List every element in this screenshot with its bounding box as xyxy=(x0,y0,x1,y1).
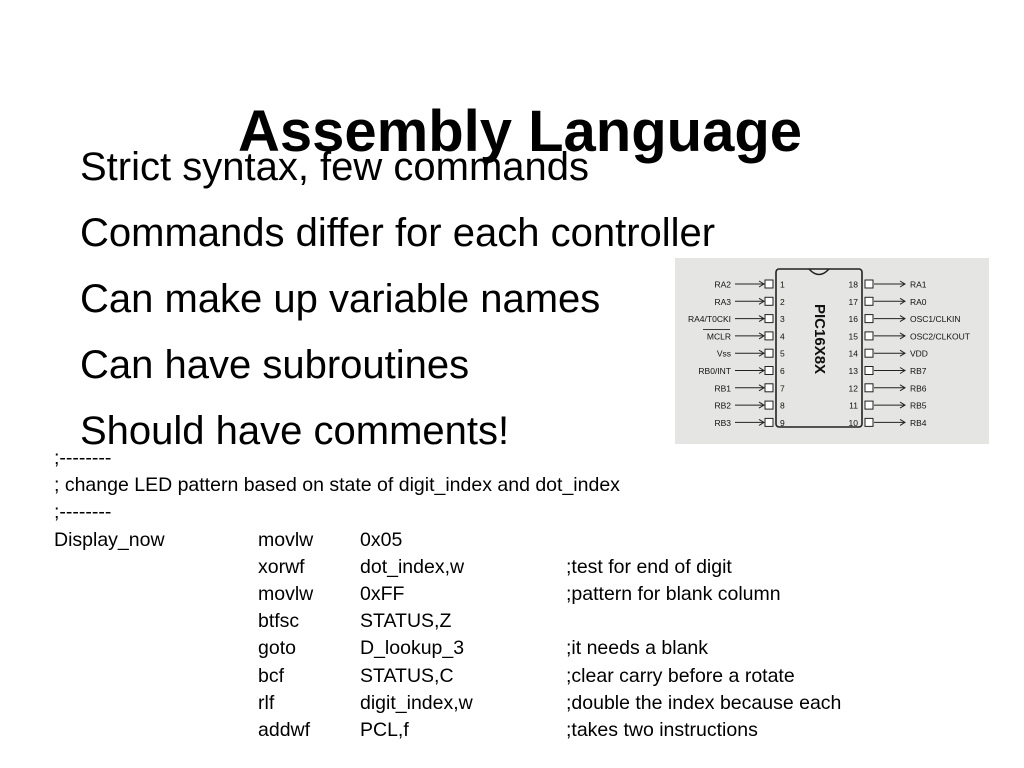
pin-pad xyxy=(865,418,873,426)
code-operand: PCL,f xyxy=(360,718,409,741)
code-comment: ;double the index because each xyxy=(566,691,842,714)
pin-name-label: RB4 xyxy=(910,417,927,428)
pin-number-label: 4 xyxy=(780,331,785,342)
chip-part-number: PIC16X8X xyxy=(811,304,828,375)
pin-pad xyxy=(865,332,873,340)
pin-pad xyxy=(765,384,773,392)
pin-number-label: 2 xyxy=(780,296,785,307)
pin-number-label: 7 xyxy=(780,383,785,394)
pin-pad xyxy=(765,418,773,426)
code-opcode: goto xyxy=(258,637,296,660)
slide-title: Assembly Language xyxy=(237,98,803,164)
bullet-list xyxy=(80,134,715,464)
pin-pad xyxy=(865,401,873,409)
pin-number-label: 9 xyxy=(780,417,785,428)
pin-name-label: RB3 xyxy=(714,417,731,428)
pin-name-label: RB7 xyxy=(910,366,927,376)
code-opcode: xorwf xyxy=(258,555,305,578)
code-comment: ;takes two instructions xyxy=(566,718,758,741)
pin-number-label: 3 xyxy=(780,314,785,325)
bullet-item: Strict syntax, few commands xyxy=(80,145,590,189)
pin-pad xyxy=(865,280,873,288)
code-opcode: addwf xyxy=(258,718,311,741)
pin-number-label: 17 xyxy=(848,296,858,307)
code-opcode: movlw xyxy=(258,528,314,551)
code-comment-line: ; change LED pattern based on state of digit_index and dot_index xyxy=(54,474,620,497)
pinout-drawing xyxy=(675,258,989,444)
pin-name-label: RB6 xyxy=(910,383,927,394)
pin-number-label: 13 xyxy=(848,366,858,376)
pin-name-label: RA3 xyxy=(714,296,731,307)
pin-name-label: RB5 xyxy=(910,400,927,411)
pin-pad xyxy=(865,367,873,375)
pin-pad xyxy=(765,297,773,305)
pic-pinout-diagram xyxy=(675,258,989,444)
bullet-item: Can have subroutines xyxy=(80,343,470,387)
code-comment-line: ;-------- xyxy=(54,447,112,469)
pin-number-label: 15 xyxy=(848,331,858,342)
code-operand: digit_index,w xyxy=(360,691,473,714)
pin-number-label: 5 xyxy=(780,348,785,359)
pin-pad xyxy=(865,349,873,357)
code-opcode: movlw xyxy=(258,582,314,605)
bullet-item: Should have comments! xyxy=(80,409,510,453)
code-comment: ;pattern for blank column xyxy=(566,582,781,605)
code-opcode: btfsc xyxy=(258,610,300,633)
code-operand: STATUS,Z xyxy=(360,610,452,633)
bullet-item: Commands differ for each controller xyxy=(80,211,716,255)
chip-notch xyxy=(809,269,829,275)
bullet-item: Can make up variable names xyxy=(80,277,601,321)
pin-pad xyxy=(765,315,773,323)
code-operand: dot_index,w xyxy=(360,555,465,578)
pin-pad xyxy=(865,297,873,305)
code-comment: ;clear carry before a rotate xyxy=(566,664,795,687)
pin-name-label: RB0/INT xyxy=(698,366,731,376)
pin-number-label: 6 xyxy=(780,366,785,376)
pin-name-label: VDD xyxy=(910,348,928,359)
pin-name-label: MCLR xyxy=(706,331,731,342)
code-operand: 0xFF xyxy=(360,582,405,605)
code-opcode: rlf xyxy=(258,691,275,714)
pin-number-label: 12 xyxy=(848,383,858,394)
pin-name-label: Vss xyxy=(716,348,731,359)
code-label: Display_now xyxy=(54,528,165,551)
pin-number-label: 1 xyxy=(780,279,785,290)
code-opcode: bcf xyxy=(258,664,285,687)
pin-name-label: OSC1/CLKIN xyxy=(910,314,961,325)
pin-pad xyxy=(865,384,873,392)
code-comment: ;test for end of digit xyxy=(566,555,732,578)
pin-number-label: 16 xyxy=(848,314,858,325)
code-operand: 0x05 xyxy=(360,528,403,551)
pin-name-label: RB2 xyxy=(714,400,731,411)
code-comment: ;it needs a blank xyxy=(566,637,709,660)
pin-name-label: OSC2/CLKOUT xyxy=(910,331,970,342)
pin-pad xyxy=(765,367,773,375)
code-comment-line: ;-------- xyxy=(54,501,112,524)
pin-name-label: RA4/T0CKI xyxy=(688,314,731,325)
pin-number-label: 10 xyxy=(848,417,858,428)
code-operand: STATUS,C xyxy=(360,664,454,687)
pin-name-label: RA2 xyxy=(714,279,731,290)
pin-name-label: RA1 xyxy=(910,279,927,290)
pin-name-label: RA0 xyxy=(910,296,927,307)
pin-pad xyxy=(765,332,773,340)
pin-number-label: 14 xyxy=(848,348,858,359)
pin-number-label: 11 xyxy=(849,400,858,411)
pin-pad xyxy=(765,349,773,357)
code-operand: D_lookup_3 xyxy=(360,637,465,660)
pin-number-label: 18 xyxy=(848,279,858,290)
pin-pad xyxy=(865,315,873,323)
pin-name-label: RB1 xyxy=(714,383,731,394)
pin-pad xyxy=(765,401,773,409)
pin-pad xyxy=(765,280,773,288)
pin-number-label: 8 xyxy=(780,400,785,411)
